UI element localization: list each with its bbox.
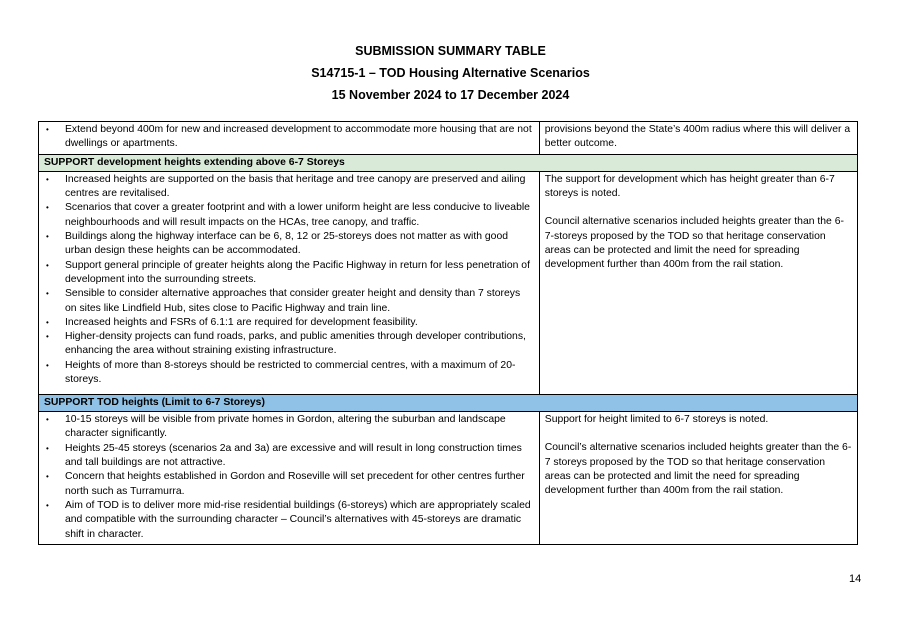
page-number: 14: [849, 573, 862, 585]
list-item: • Concern that heights established in Gordon and Roseville will set precedent for other centres further north such as Turramurra.: [44, 470, 534, 499]
bullet-list: [44, 123, 534, 152]
list-item: • Sensible to consider alternative approaches that consider greater height and density than 7 storeys on sites like Lindfield Hub, sites close to Pacific Highway and train line.: [44, 287, 534, 316]
date-range: 15 November 2024 to 17 December 2024: [331, 88, 570, 102]
response-cell: [539, 122, 857, 155]
table-row: [39, 412, 858, 545]
list-item: • Higher-density projects can fund roads, parks, and public amenities through developer contributions, enhancing the area without straining existing infrastructure.: [44, 330, 534, 359]
response-cell: [539, 171, 857, 394]
response-text: Council’s alternative scenarios included heights greater than the 6-7 storeys proposed by the TOD so that heritage conservation areas can be protected and limit the need for spreading development further than 400m from the rail station.: [544, 442, 852, 497]
list-item: • 10-15 storeys will be visible from private homes in Gordon, altering the suburban and landscape character significantly.: [44, 413, 534, 442]
submission-points-cell: [39, 122, 540, 155]
list-item: • Support general principle of greater heights along the Pacific Highway in return for less penetration of development into the surrounding streets.: [44, 259, 534, 288]
response-cell: [539, 412, 857, 545]
list-item: • Heights of more than 8-storeys should be restricted to commercial centres, with a maximum of 20-storeys.: [44, 359, 534, 388]
list-item: • Heights 25-45 storeys (scenarios 2a and 3a) are excessive and will result in long construction times and tall buildings are not attractive.: [44, 442, 534, 471]
list-item: • Scenarios that cover a greater footprint and with a lower uniform height are less conducive to liveable neighbourhoods and will result impacts on the HCAs, tree canopy, and traffic.: [44, 201, 534, 230]
submission-summary-table: [38, 121, 858, 545]
list-item: • Extend beyond 400m for new and increased development to accommodate more housing that are not dwellings or apartments.: [44, 123, 534, 152]
submission-points-cell: [39, 412, 540, 545]
response-text: provisions beyond the State’s 400m radius where this will deliver a better outcome.: [544, 124, 851, 150]
section-heading: SUPPORT TOD heights (Limit to 6-7 Storeys): [39, 394, 858, 411]
list-item: • Increased heights and FSRs of 6.1:1 are required for development feasibility.: [44, 316, 534, 330]
bullet-list: [44, 413, 534, 542]
list-item: • Aim of TOD is to deliver more mid-rise residential buildings (6-storeys) which are appropriately scaled and compatible with the surrounding character – Council’s alternatives with 45-storeys are dramatic shift in character.: [44, 499, 534, 542]
bullet-list: [44, 173, 534, 387]
section-header-row: [39, 154, 858, 171]
table-row: [39, 122, 858, 155]
list-item: • Increased heights are supported on the basis that heritage and tree canopy are preserved and ailing centres are revitalised.: [44, 173, 534, 202]
response-text: Support for height limited to 6-7 storeys is noted.: [544, 414, 769, 426]
section-heading: SUPPORT development heights extending above 6-7 Storeys: [39, 154, 858, 171]
table-row: [39, 171, 858, 394]
document-title: SUBMISSION SUMMARY TABLE: [355, 44, 546, 58]
response-text: The support for development which has height greater than 6-7 storeys is noted.: [544, 173, 835, 200]
list-item: • Buildings along the highway interface can be 6, 8, 12 or 25-storeys does not matter as with good urban design these heights can be accommodated.: [44, 230, 534, 259]
document-subtitle: S14715-1 – TOD Housing Alternative Scenarios: [311, 66, 590, 80]
submission-points-cell: [39, 171, 540, 394]
section-header-row: [39, 394, 858, 411]
response-text: Council alternative scenarios included heights greater than the 6-7-storeys proposed by the TOD so that heritage conservation areas can be protected and limit the need for spreading development further than 400m from the rail station.: [544, 216, 844, 271]
